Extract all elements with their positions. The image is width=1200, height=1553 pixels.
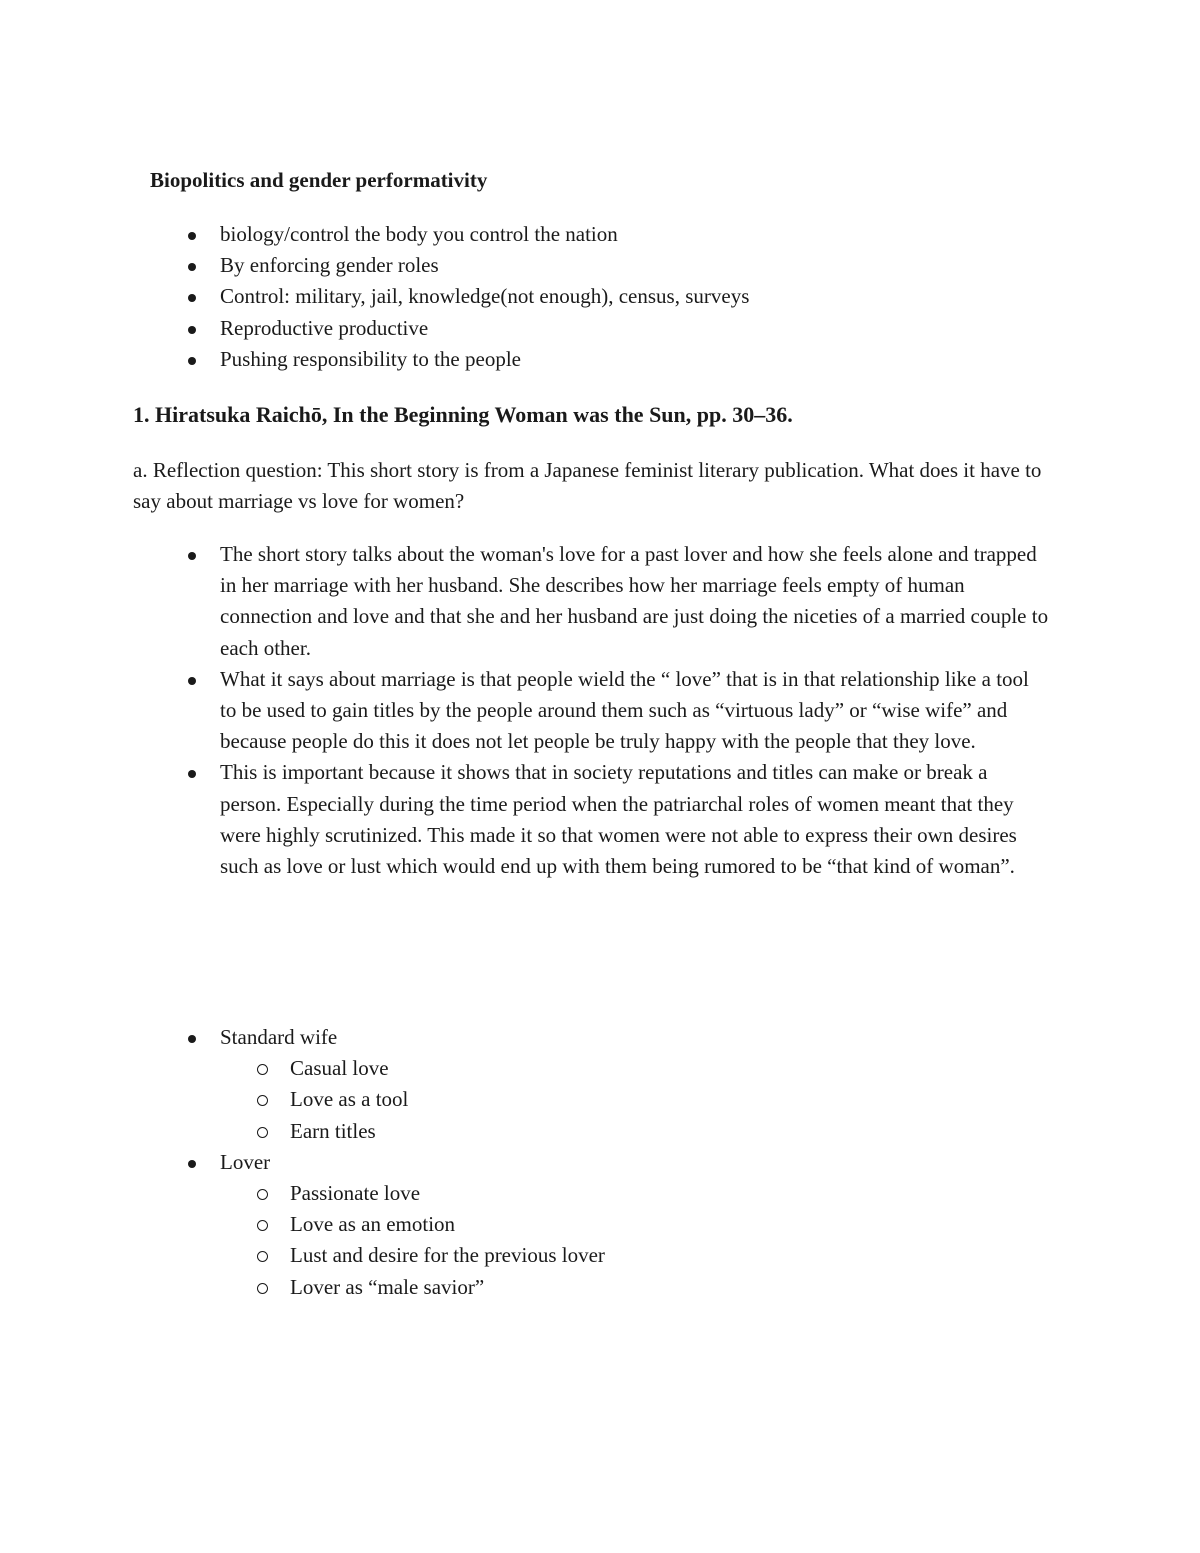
standard-wife-sublist [220,1053,1040,1147]
list-item [0,1147,1040,1303]
list-item: biology/control the body you control the nation [0,219,1040,250]
list-item: By enforcing gender roles [0,250,1040,281]
list-item: Pushing responsibility to the people [0,344,1040,375]
hollow-bullet-icon [257,1189,268,1200]
section-title: Biopolitics and gender performativity [150,168,488,192]
sub-list-item: Lust and desire for the previous lover [220,1240,1040,1271]
bullet-icon [188,326,196,334]
lover-sublist [220,1178,1040,1303]
standard-wife-label: Standard wife [220,1025,338,1049]
list-item [0,1022,1040,1147]
list-item: Reproductive productive [0,313,1040,344]
reading-title: 1. Hiratsuka Raichō, In the Beginning Woman was the Sun, pp. 30–36. [133,402,793,427]
list-item: The short story talks about the woman's love for a past lover and how she feels alone and trapped in her marriage with her husband. She describes how her marriage feels empty of human connection and love and that she and her husband are just doing the niceties of a married couple to each other. [0,539,1050,664]
hollow-bullet-icon [257,1220,268,1231]
sub-list-item: Passionate love [220,1178,1040,1209]
comparison-bullet-list [0,1022,1040,1303]
lover-label: Lover [220,1149,271,1174]
sub-list-item: Lover as “male savior” [220,1272,1040,1303]
sub-list-item: Earn titles [220,1116,1040,1147]
sub-list-item: Casual love [220,1053,1040,1084]
bullet-icon [188,677,196,685]
hollow-bullet-icon [257,1095,268,1106]
list-item: This is important because it shows that in society reputations and titles can make or break a person. Especially during the time period when the patriarchal roles of women meant that they were highly scrutinized. This made it so that women were not able to express their own desires such as love or lust which would end up with them being rumored to be “that kind of woman”. [0,757,1050,882]
hollow-bullet-icon [257,1127,268,1138]
list-item: Control: military, jail, knowledge(not enough), census, surveys [0,281,1040,312]
bullet-icon [188,1035,196,1043]
biopolitics-bullet-list [0,219,1040,375]
hollow-bullet-icon [257,1283,268,1294]
bullet-icon [188,232,196,240]
list-item: What it says about marriage is that people wield the “ love” that is in that relationship like a tool to be used to gain titles by the people around them such as “virtuous lady” or “wise wife” and because people do this it does not let people be truly happy with the people that they love. [0,664,1050,758]
sub-list-item: Love as an emotion [220,1209,1040,1240]
bullet-icon [188,263,196,271]
bullet-icon [188,770,196,778]
bullet-icon [188,552,196,560]
hollow-bullet-icon [257,1251,268,1262]
reflection-question: a. Reflection question: This short story is from a Japanese feminist literary publication. What does it have to say about marriage vs love for women? [133,458,1042,514]
bullet-icon [188,357,196,365]
bullet-icon [188,294,196,302]
answer-bullet-list [0,539,1050,882]
sub-list-item: Love as a tool [220,1084,1040,1115]
bullet-icon [188,1160,196,1168]
hollow-bullet-icon [257,1064,268,1075]
